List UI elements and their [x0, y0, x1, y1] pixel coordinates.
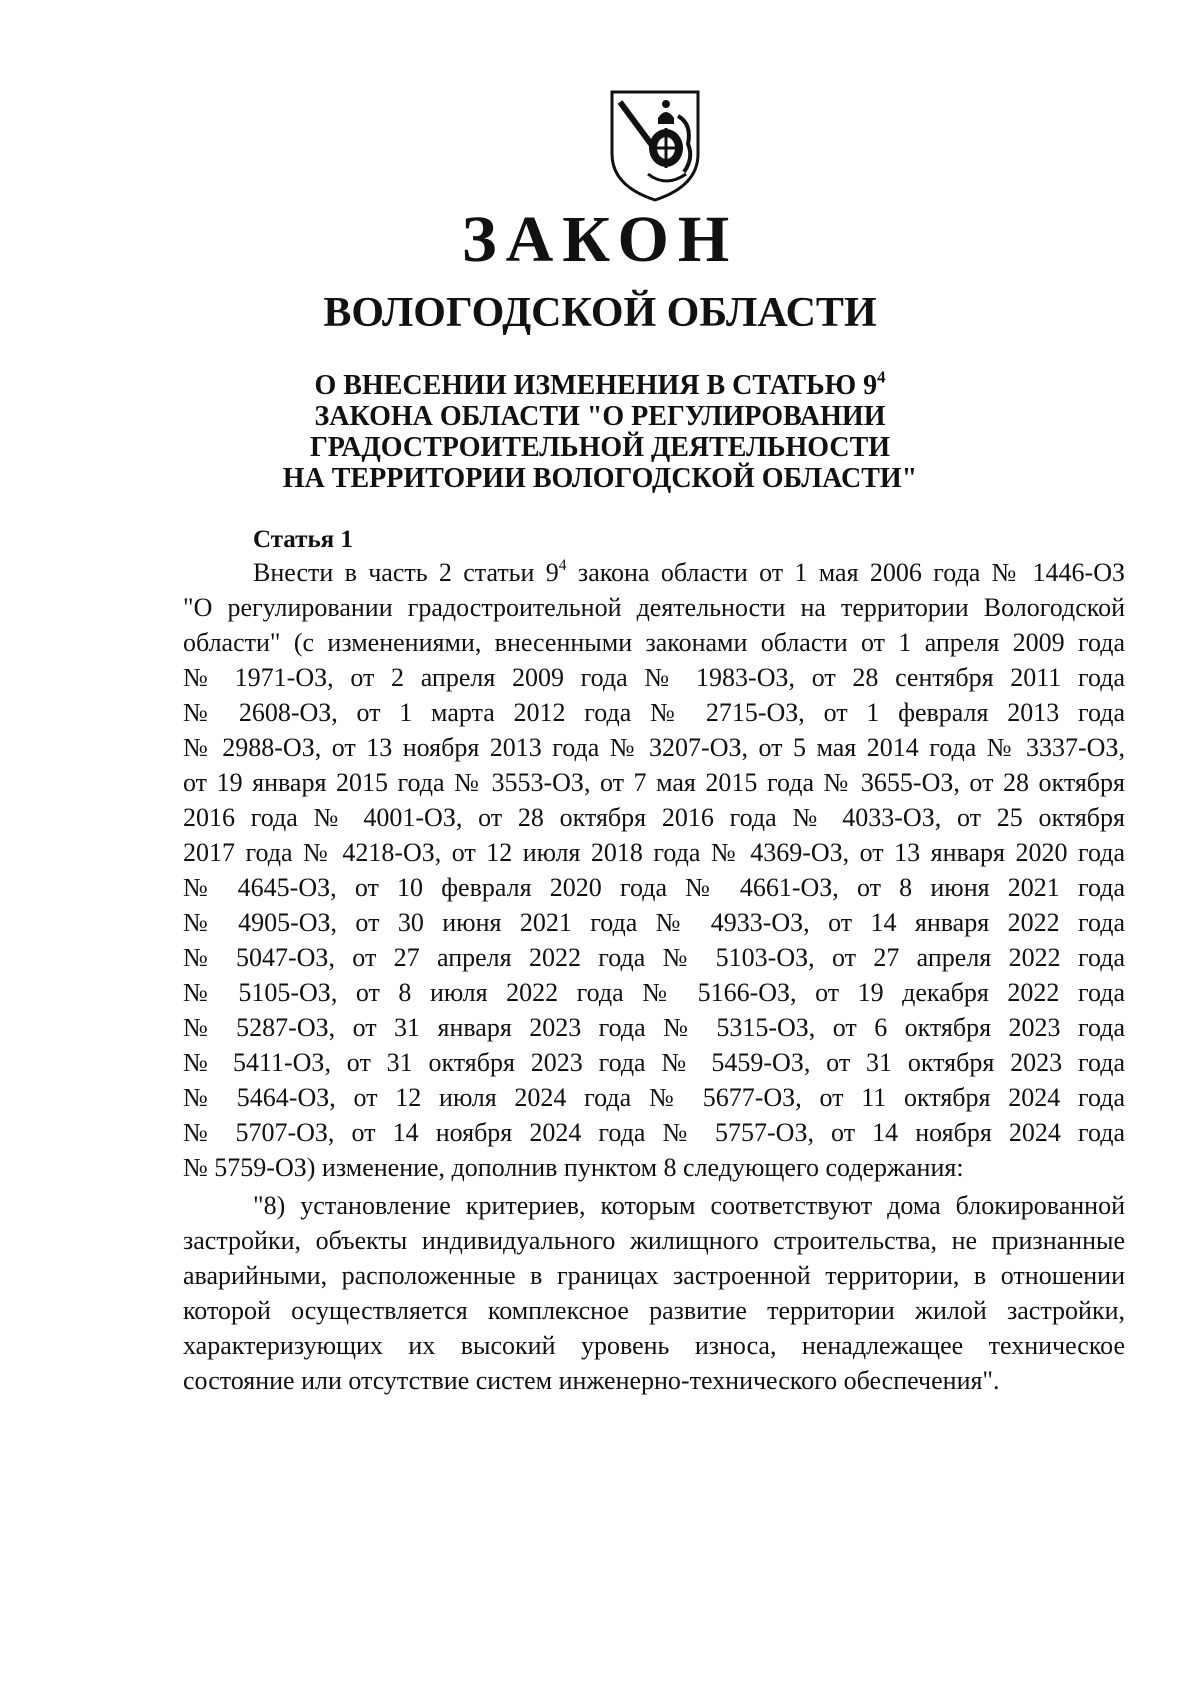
article-line: № 4905-ОЗ, от 30 июня 2021 года № 4933-ОЗ, от 14 января 2022 года — [183, 908, 1125, 937]
article-line: 2016 года № 4001-ОЗ, от 28 октября 2016 года № 4033-ОЗ, от 25 октября — [183, 803, 1125, 832]
subject-line: О ВНЕСЕНИИ ИЗМЕНЕНИЯ В СТАТЬЮ $9^4$ — [314, 367, 886, 401]
quote-line: аварийными, расположенные в границах застроенной территории, в отношении — [183, 1261, 1125, 1290]
article-line: № 5287-ОЗ, от 31 января 2023 года № 5315-ОЗ, от 6 октября 2023 года — [183, 1013, 1125, 1042]
subject-line: ЗАКОНА ОБЛАСТИ "О РЕГУЛИРОВАНИИ — [314, 401, 886, 432]
document-title: ЗАКОН — [461, 203, 739, 276]
article-superscript: 4 — [558, 557, 567, 575]
subject-line: НА ТЕРРИТОРИИ ВОЛОГОДСКОЙ ОБЛАСТИ" — [282, 463, 918, 494]
article-line: "О регулировании градостроительной деятельности на территории Вологодской — [183, 593, 1125, 622]
article-line: № 1971-ОЗ, от 2 апреля 2009 года № 1983-ОЗ, от 28 сентября 2011 года — [183, 663, 1125, 692]
article-line: 2017 года № 4218-ОЗ, от 12 июля 2018 года № 4369-ОЗ, от 13 января 2020 года — [183, 838, 1125, 867]
document-subject — [0, 367, 1200, 494]
article-line: № 5047-ОЗ, от 27 апреля 2022 года № 5103-ОЗ, от 27 апреля 2022 года — [183, 943, 1125, 972]
article-line: № 5759-ОЗ) изменение, дополнив пунктом 8 следующего содержания: — [183, 1153, 964, 1182]
article-first-line: Внести в часть 2 статьи $9^4$ закона области от 1 мая 2006 года № 1446-ОЗ — [253, 557, 1125, 587]
article-line: № 5411-ОЗ, от 31 октября 2023 года № 5459-ОЗ, от 31 октября 2023 года — [183, 1048, 1125, 1077]
quote-line: "8) установление критериев, которым соответствуют дома блокированной — [253, 1191, 1125, 1220]
article-line: № 5707-ОЗ, от 14 ноября 2024 года № 5757-ОЗ, от 14 ноября 2024 года — [183, 1118, 1125, 1147]
article-line: № 5464-ОЗ, от 12 июля 2024 года № 5677-ОЗ, от 11 октября 2024 года — [183, 1083, 1125, 1112]
article-heading: Статья 1 — [253, 526, 353, 553]
document-region: ВОЛОГОДСКОЙ ОБЛАСТИ — [323, 290, 877, 336]
subject-line: ГРАДОСТРОИТЕЛЬНОЙ ДЕЯТЕЛЬНОСТИ — [309, 432, 891, 463]
quote-line: застройки, объекты индивидуального жилищного строительства, не признанные — [183, 1226, 1125, 1255]
article-line: от 19 января 2015 года № 3553-ОЗ, от 7 мая 2015 года № 3655-ОЗ, от 28 октября — [183, 768, 1125, 797]
article-line: области" (с изменениями, внесенными законами области от 1 апреля 2009 года — [183, 628, 1125, 657]
article-line: № 5105-ОЗ, от 8 июля 2022 года № 5166-ОЗ, от 19 декабря 2022 года — [183, 978, 1125, 1007]
article-line: № 2988-ОЗ, от 13 ноября 2013 года № 3207-ОЗ, от 5 мая 2014 года № 3337-ОЗ, — [183, 733, 1125, 762]
quote-line: которой осуществляется комплексное развитие территории жилой застройки, — [183, 1296, 1125, 1325]
article-line: № 4645-ОЗ, от 10 февраля 2020 года № 4661-ОЗ, от 8 июня 2021 года — [183, 873, 1125, 902]
coat-of-arms-emblem — [608, 88, 702, 204]
subject-superscript: 4 — [877, 367, 886, 387]
quote-line: характеризующих их высокий уровень износа, ненадлежащее техническое — [183, 1331, 1125, 1360]
article-line: № 2608-ОЗ, от 1 марта 2012 года № 2715-ОЗ, от 1 февраля 2013 года — [183, 698, 1125, 727]
quote-line: состояние или отсутствие систем инженерно-технического обеспечения". — [183, 1366, 1000, 1395]
